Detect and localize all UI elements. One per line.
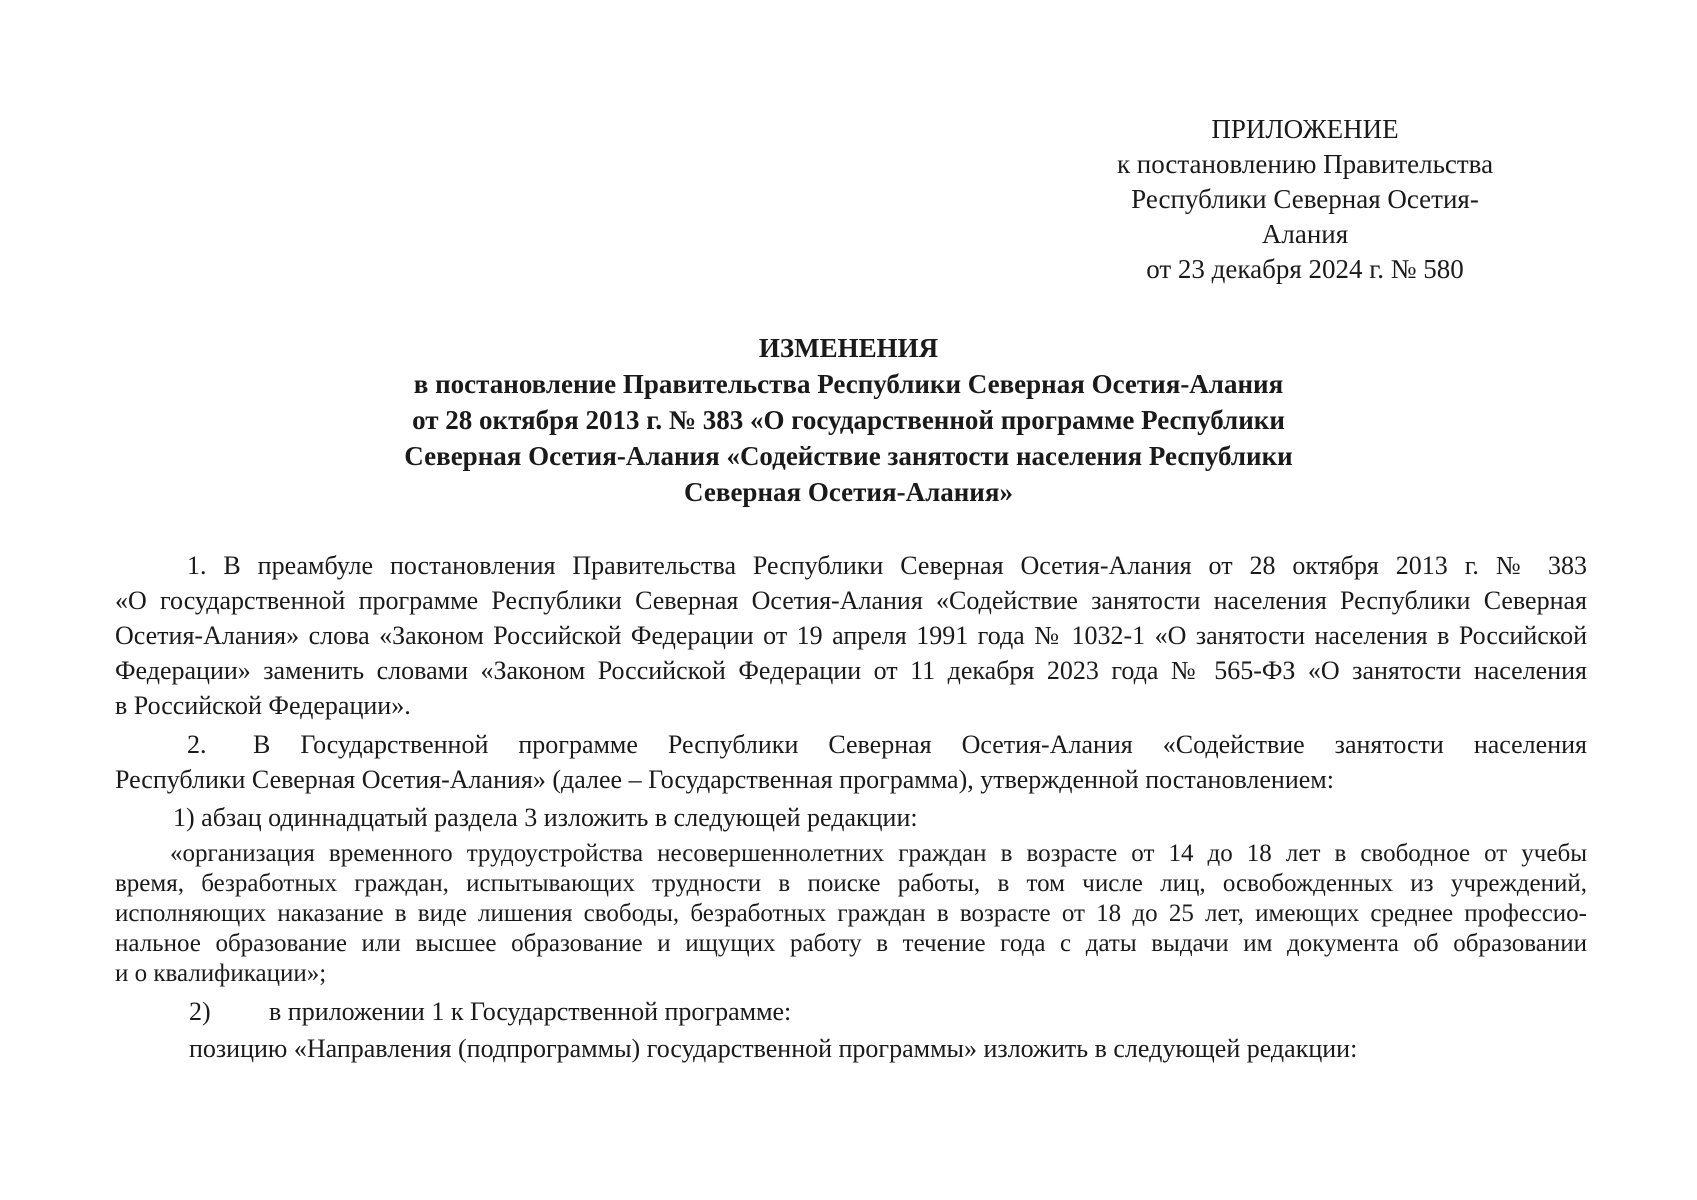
text-fragment: В Государственной программе Республики Северная Осетия-Алания «Содействие занятости населения: [253, 730, 1587, 759]
text-line: исполняющих наказание в виде лишения свободы, безработных граждан в возрасте от 18 до 25 лет, имеющих среднее профессио-: [115, 900, 1587, 927]
item-number: 2.: [187, 730, 207, 759]
item-number: 2): [189, 997, 211, 1026]
text-line: Республики Северная Осетия-Алания» (далее – Государственная программа), утвержденной постановлением:: [115, 765, 1334, 794]
title-heading: ИЗМЕНЕНИЯ: [758, 333, 939, 363]
appendix-ref-line: к постановлению Правительства: [1116, 149, 1494, 179]
quoted-text: [115, 839, 1587, 989]
title-line: в постановление Правительства Республики Северная Осетия-Алания: [413, 369, 1284, 399]
text-line: Федерации» заменить словами «Законом Российской Федерации от 11 декабря 2023 года № 565-ФЗ «О занятости населения: [115, 656, 1587, 685]
text-line: и о квалификации»;: [115, 960, 327, 987]
text-fragment: в приложении 1 к Государственной программе:: [269, 997, 792, 1026]
appendix-ref-line: Республики Северная Осетия-Алания: [1131, 184, 1479, 249]
paragraph-2: [115, 727, 1587, 797]
text-line: нальное образование или высшее образование и ищущих работу в течение года с даты выдачи им документа об образовании: [115, 930, 1587, 957]
item-2-instruction: [115, 1031, 1587, 1066]
text-line: «организация временного трудоустройства несовершеннолетних граждан в возрасте от 14 до 18 лет в свободное от учебы: [170, 840, 1587, 867]
appendix-label: ПРИЛОЖЕНИЕ: [1211, 114, 1399, 144]
paragraph-1: [115, 548, 1587, 723]
text-line: позицию «Направления (подпрограммы) государственной программы» изложить в следующей редакции:: [189, 1034, 1358, 1063]
title-line: от 28 октября 2013 г. № 383 «О государственной программе Республики: [412, 405, 1285, 435]
text-line: «О государственной программе Республики Северная Осетия-Алания «Содействие занятости населения Республики Северная: [115, 586, 1587, 615]
document-title: [300, 330, 1397, 510]
title-line: Северная Осетия-Алания»: [684, 477, 1013, 507]
item-1: [115, 800, 1587, 835]
item-2: [115, 994, 1587, 1029]
text-line: Осетия-Алания» слова «Законом Российской Федерации от 19 апреля 1991 года № 1032-1 «О занятости населения в Российской: [115, 621, 1587, 650]
text-line: [115, 727, 1587, 762]
text-line: 1) абзац одиннадцатый раздела 3 изложить в следующей редакции:: [173, 803, 918, 832]
appendix-date-number: от 23 декабря 2024 г. № 580: [1146, 254, 1464, 284]
text-line: 1. В преамбуле постановления Правительства Республики Северная Осетия-Алания от 28 октября 2013 г. № 383: [187, 551, 1587, 580]
text-line: в Российской Федерации».: [115, 691, 411, 720]
appendix-header: [1090, 112, 1520, 287]
text-line: [115, 994, 1587, 1029]
text-line: время, безработных граждан, испытывающих трудности в поиске работы, в том числе лиц, освобожденных из учреждений,: [115, 870, 1587, 897]
title-line: Северная Осетия-Алания «Содействие занятости населения Республики: [404, 441, 1293, 471]
